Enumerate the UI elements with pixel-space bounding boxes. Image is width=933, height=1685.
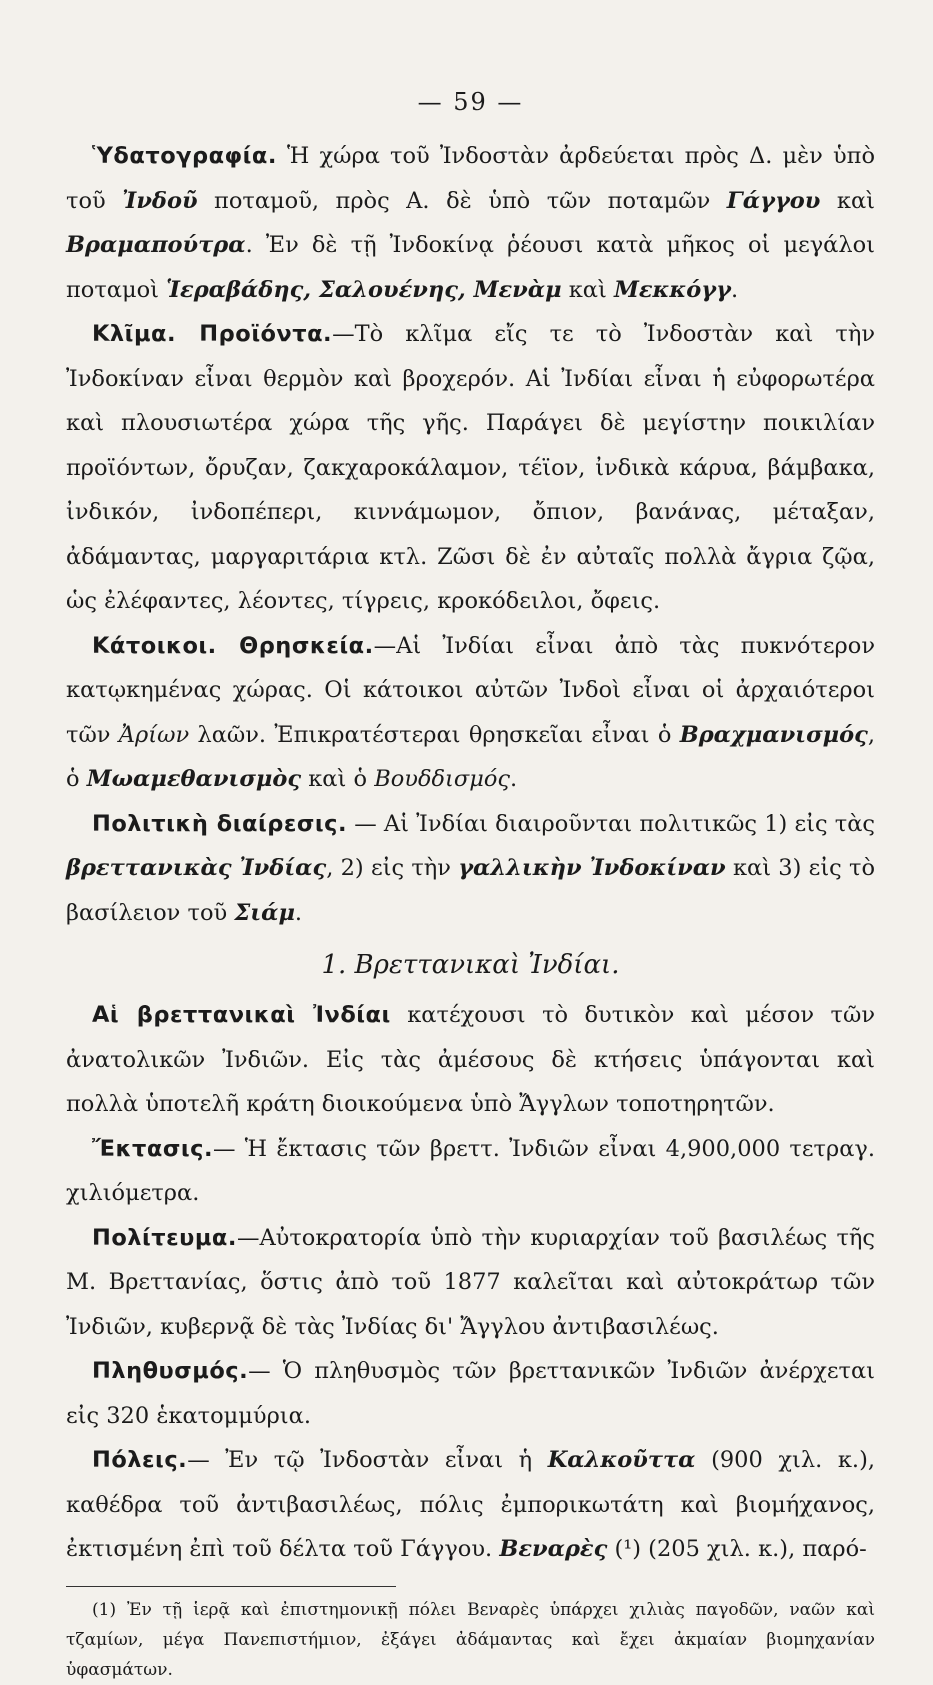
text: Ἡ χώρα τοῦ Ἰνδοστὰν ἀρδεύεται πρὸς Δ. μὲν ὑπὸ τοῦ <box>66 143 875 214</box>
paragraph-government <box>66 1216 875 1350</box>
emphasis: βρεττανικὰς Ἰνδίας <box>66 855 327 881</box>
text: λαῶν. Ἐπικρατέστεραι θρησκεῖαι εἶναι ὁ <box>189 721 680 748</box>
emphasis: Σιάμ <box>234 899 295 926</box>
text: —Αὐτοκρατορία ὑπὸ τὴν κυριαρχίαν τοῦ βασιλέως τῆς Μ. Βρεττανίας, ὅστις ἀπὸ τοῦ 1877 καλεῖται καὶ αὐτοκράτωρ τῶν Ἰνδιῶν, κυβερνᾷ δὲ τὰς Ἰνδίας δι' Ἄγγλου ἀντιβασιλέως. <box>66 1224 875 1340</box>
text: — Ὁ πληθυσμὸς τῶν βρεττανικῶν Ἰνδιῶν ἀνέρχεται εἰς 320 ἑκατομμύρια. <box>66 1358 875 1429</box>
text: κατέχουσι τὸ δυτικὸν καὶ μέσον τῶν ἀνατολικῶν Ἰνδιῶν. Εἰς τὰς ἀμέσους δὲ κτήσεις ὑπάγονται καὶ πολλὰ ὑποτελῆ κράτη διοικούμενα ὑπὸ Ἄγγλων τοποτηρητῶν. <box>66 1002 876 1117</box>
section-title: 1. Βρεττανικαὶ Ἰνδίαι. <box>321 950 620 980</box>
paragraph-british-intro <box>66 993 875 1127</box>
text: . Ἐν δὲ τῇ Ἰνδοκίνᾳ ῥέουσι κατὰ μῆκος οἱ μεγάλοι ποταμοὶ <box>66 232 875 303</box>
text: καὶ <box>820 187 875 214</box>
paragraph-climate <box>66 312 875 624</box>
text: —Τὸ κλῖμα εἴς τε τὸ Ἰνδοστὰν καὶ τὴν Ἰνδοκίναν εἶναι θερμὸν καὶ βροχερόν. Αἱ Ἰνδίαι εἶναι ἡ εὐφορωτέρα καὶ πλουσιωτέρα χώρα τῆς γῆς. Παράγει δὲ μεγίστην ποικιλίαν προϊόντων, ὄρυζαν, ζακχαροκάλαμον, τέϊον, ἰνδικὰ κάρυα, βάμβακα, ἰνδικόν, ἰνδοπέπερι, κιννάμωμον, ὄπιον, βανάνας, μέταξαν, ἀδάμαντας, μαργαριτάρια κτλ. Ζῶσι δὲ ἐν αὐταῖς πολλὰ ἄγρια ζῷα, ὡς ἐλέφαντες, λέοντες, τίγρεις, κροκόδειλοι, ὄφεις. <box>66 321 875 614</box>
page-number: — 59 — <box>417 88 524 116</box>
paragraph-divisions <box>66 802 875 936</box>
heading-hydrography: Ὑδατογραφία. <box>92 143 277 169</box>
heading-government: Πολίτευμα. <box>92 1224 237 1251</box>
text: . <box>731 276 739 303</box>
emphasis: Ἰνδοῦ <box>122 187 198 214</box>
text: . <box>294 899 303 926</box>
emphasis: Βραχμανισμός <box>679 721 868 748</box>
heading-climate: Κλῖμα. Προϊόντα. <box>92 321 333 347</box>
text: — Ἡ ἔκτασις τῶν βρεττ. Ἰνδιῶν εἶναι 4,900,000 τετραγ. χιλιόμετρα. <box>66 1135 875 1206</box>
text: καὶ <box>561 276 614 303</box>
emphasis: Γάγγου <box>726 187 821 214</box>
text: ποταμοῦ, πρὸς Α. δὲ ὑπὸ τῶν ποταμῶν <box>197 187 727 214</box>
paragraph-hydrography <box>66 134 875 312</box>
heading-british-intro: Αἱ βρεττανικαὶ Ἰνδίαι <box>92 1002 391 1028</box>
text: (900 χιλ. κ.), καθέδρα τοῦ ἀντιβασιλέως, πόλις ἐμπορικωτάτη καὶ βιομήχανος, ἐκτισμένη ἐπὶ τοῦ δέλτα τοῦ Γάγγου. <box>66 1447 875 1562</box>
emphasis: Βουδδισμός <box>374 766 510 792</box>
paragraph-inhabitants <box>66 624 875 802</box>
paragraph-extent <box>66 1127 875 1216</box>
emphasis: Βεναρὲς <box>499 1536 608 1562</box>
emphasis: Μεκκόγγ <box>613 276 731 303</box>
text: — Αἱ Ἰνδίαι διαιροῦνται πολιτικῶς 1) εἰς τὰς <box>347 810 875 837</box>
heading-cities: Πόλεις. <box>92 1447 188 1473</box>
text: , ὁ <box>66 721 875 792</box>
paragraph-population <box>66 1349 875 1438</box>
text: καὶ ὁ <box>301 766 375 792</box>
emphasis: Μωαμεθανισμὸς <box>86 766 302 792</box>
emphasis: Βραμαπούτρα <box>66 232 246 258</box>
paragraph-cities <box>66 1438 875 1572</box>
text: (¹) (205 χιλ. κ.), παρό- <box>607 1536 867 1562</box>
emphasis: Καλκοῦττα <box>547 1447 696 1473</box>
emphasis: γαλλικὴν Ἰνδοκίναν <box>458 855 726 881</box>
text: —Αἱ Ἰνδίαι εἶναι ἀπὸ τὰς πυκνότερον κατῳκημένας χώρας. Οἱ κάτοικοι αὐτῶν Ἰνδοὶ εἶναι οἱ ἀρχαιότεροι τῶν <box>66 632 875 748</box>
heading-population: Πληθυσμός. <box>92 1358 249 1384</box>
text: καὶ 3) εἰς τὸ βασίλειον τοῦ <box>66 855 876 926</box>
text: , 2) εἰς τὴν <box>326 855 459 881</box>
footnote: (1) Ἐν τῇ ἱερᾷ καὶ ἐπιστημονικῇ πόλει Βεναρὲς ὑπάρχει χιλιὰς παγοδῶν, ναῶν καὶ τζαμίων, μέγα Πανεπιστήμιον, ἐξάγει ἀδάμαντας καὶ ἔχει ἀκμαίαν βιομηχανίαν ὑφασμάτων. <box>66 1599 875 1680</box>
text: — Ἐν τῷ Ἰνδοστὰν εἶναι ἡ <box>187 1447 548 1473</box>
heading-inhabitants: Κάτοικοι. Θρησκεία. <box>92 632 374 659</box>
text: . <box>510 766 518 792</box>
heading-extent: Ἔκτασις. <box>92 1135 213 1162</box>
heading-divisions: Πολιτικὴ διαίρεσις. <box>92 810 348 837</box>
emphasis: Ἱεραβάδης, Σαλουένης, Μενὰμ <box>166 276 562 303</box>
emphasis: Ἀρίων <box>118 721 190 748</box>
footnote-divider <box>66 1586 396 1587</box>
